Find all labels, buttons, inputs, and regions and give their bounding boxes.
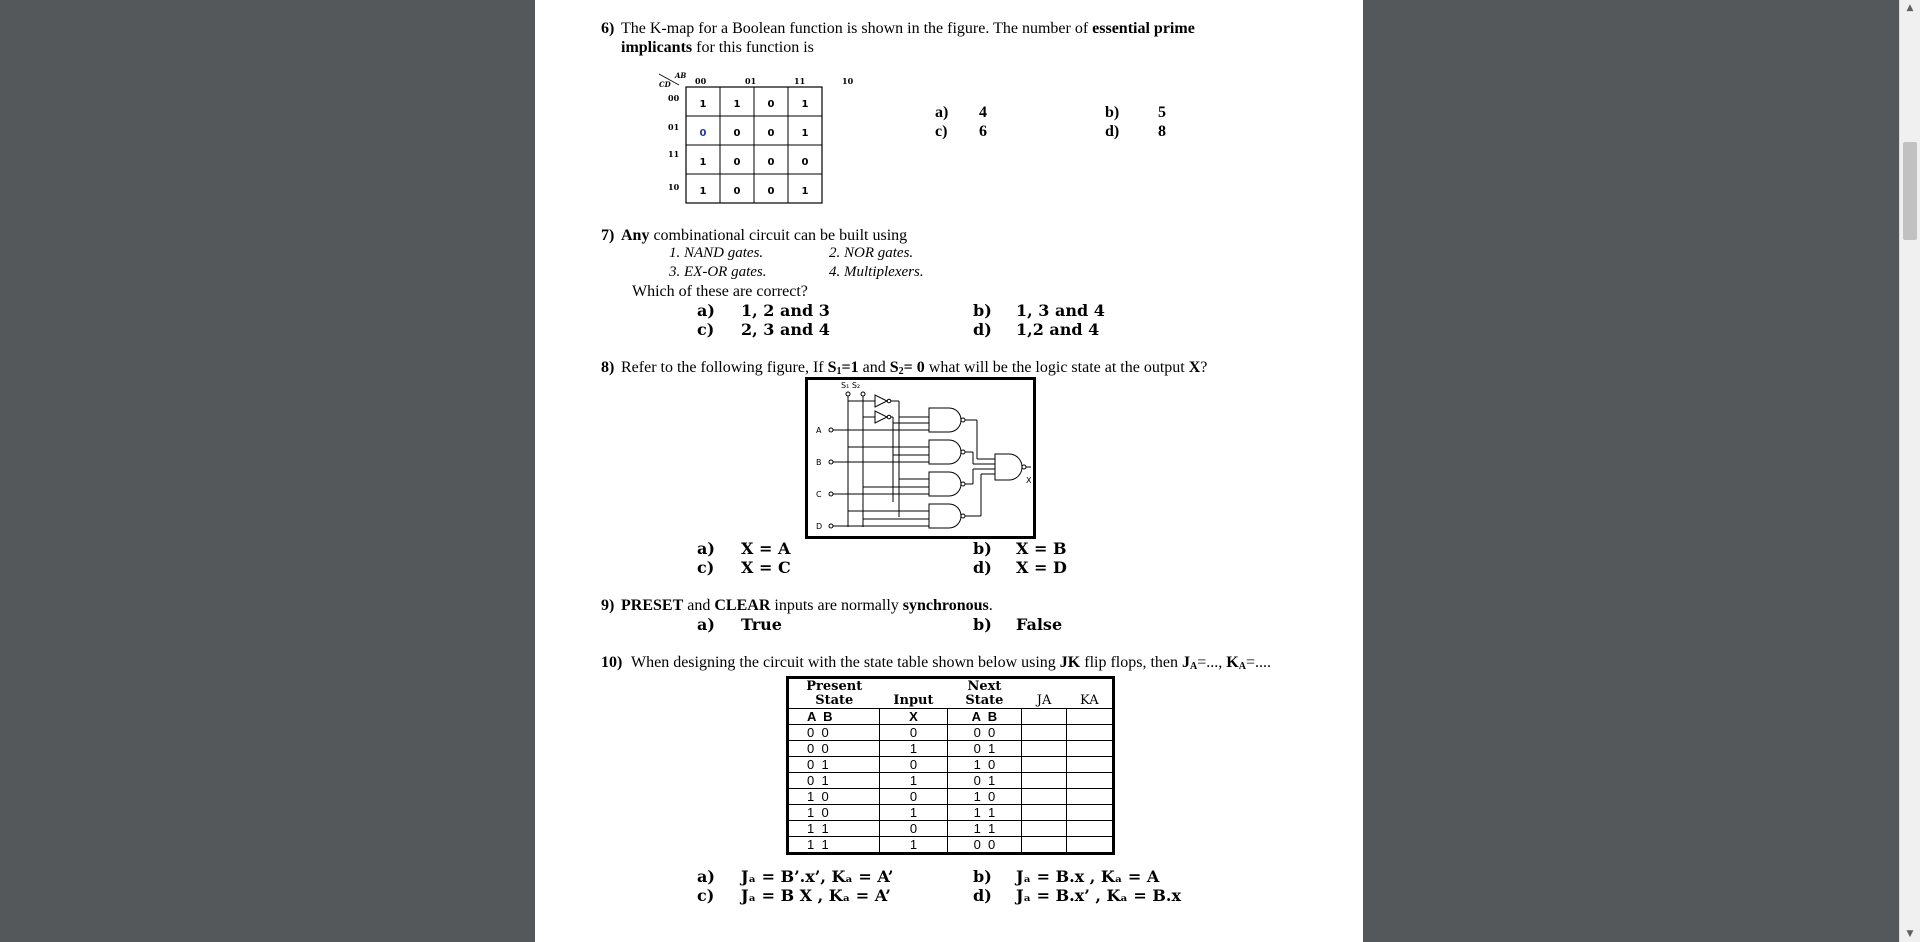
table-row [788,837,1114,854]
kmap-row-header: 01 [668,122,680,132]
option-value: X = B [1016,539,1067,558]
option-value: X = D [1016,558,1067,577]
subscript: A [1190,661,1198,672]
emphasis-text: JK [1059,654,1081,671]
option-value: 4 [979,104,987,121]
kmap-row-header: 10 [668,182,680,192]
table-cell: 0 [880,821,948,837]
table-cell [1067,725,1114,741]
option-letter: a) [697,301,715,320]
option-letter: c) [697,886,715,905]
kmap-cell: 1 [699,157,707,168]
table-subheader: X [880,709,948,725]
option-value: True [741,615,782,634]
kmap-cd-label: CD [659,80,671,89]
emphasis-text: S [827,359,837,376]
emphasis-text: X [1188,359,1201,376]
question-text: ? [1200,359,1208,376]
option-value: Jₐ = B’.x’, Kₐ = A’ [741,867,894,886]
question-text: When designing the circuit with the state table shown below using [631,654,1060,671]
option-value: X = C [741,558,791,577]
table-row [788,725,1114,741]
table-cell [1021,709,1066,725]
table-cell: 1 0 [947,789,1021,805]
option-value: False [1016,615,1063,634]
option-letter: a) [697,867,715,886]
kmap-ab-label: AB [675,71,687,80]
option-letter: d) [973,320,992,339]
table-cell: 0 [880,789,948,805]
table-cell: 1 0 [788,789,880,805]
option-letter: b) [973,301,992,320]
question-text: combinational circuit can be built using [649,227,908,244]
table-cell [1067,773,1114,789]
option-letter: b) [973,867,992,886]
kmap-cell: 1 [699,186,707,197]
kmap-col-header: 00 [695,76,707,86]
table-cell: 0 [880,725,948,741]
emphasis-text: synchronous [902,597,989,614]
table-cell: 1 1 [947,821,1021,837]
question-text: . [988,597,993,614]
question-number: 6) [601,20,615,37]
table-subheader: A B [947,709,1021,725]
option-value: 8 [1158,123,1166,140]
option-value: 1,2 and 4 [1016,320,1100,339]
option-letter: b) [1105,104,1120,121]
question-number: 8) [601,359,615,376]
option-letter: b) [973,615,992,634]
kmap-cell: 0 [767,99,775,110]
table-cell: 1 0 [788,805,880,821]
table-cell [1021,773,1066,789]
subscript: A [1238,661,1246,672]
kmap-col-header: 11 [794,76,806,86]
table-cell [1021,725,1066,741]
table-header: Input [893,693,934,708]
table-cell: 0 0 [947,837,1021,854]
table-header: State [965,693,1004,708]
option-value: X = A [741,539,791,558]
option-value: Jₐ = B.x’ , Kₐ = B.x [1016,886,1182,905]
circuit-input-label: C [816,490,822,499]
table-cell [1021,741,1066,757]
question-text: what will be the logic state at the output [924,359,1189,376]
table-row [788,821,1114,837]
table-cell: 1 1 [788,821,880,837]
kmap-col-header: 01 [745,76,757,86]
table-cell: 1 [880,805,948,821]
question-text: Which of these are correct? [632,283,808,300]
option-letter: d) [973,558,992,577]
option-letter: c) [697,320,715,339]
option-value: 5 [1158,104,1166,121]
list-item: 1. NAND gates. [669,245,764,261]
circuit-input-label: A [816,426,822,435]
subscript: 2 [898,366,904,377]
list-item: 3. EX-OR gates. [669,264,767,280]
kmap-row-header: 00 [668,93,680,103]
kmap-cell: 0 [733,157,741,168]
table-row [788,757,1114,773]
question-text: Refer to the following figure, If [621,359,828,376]
table-cell [1021,757,1066,773]
option-letter: b) [973,539,992,558]
circuit-input-label: D [816,522,823,531]
table-cell [1021,821,1066,837]
emphasis-text: CLEAR [714,597,771,614]
emphasis-text: S [889,359,899,376]
option-value: 1, 2 and 3 [741,301,830,320]
question-number: 10) [601,654,623,671]
emphasis-text: PRESET [621,597,684,614]
table-cell: 0 0 [788,741,880,757]
kmap-cell: 1 [801,128,809,139]
table-header: Next [967,679,1002,694]
emphasis-text: Any [621,227,650,244]
question-text: =..., [1197,654,1227,671]
table-cell [1067,757,1114,773]
kmap-cell: 0 [699,128,707,139]
emphasis-text: J [1182,654,1191,671]
question-text: for this function is [692,39,814,56]
kmap-cell: 0 [767,157,775,168]
question-text: and [683,597,715,614]
table-cell: 1 0 [947,757,1021,773]
option-letter: c) [697,558,715,577]
kmap-grid [685,86,825,208]
kmap-col-header: 10 [842,76,854,86]
option-value: 6 [979,123,987,140]
subscript: 1 [836,366,842,377]
emphasis-text: essential prime [1092,20,1195,37]
table-cell: 0 [880,757,948,773]
table-cell: 1 1 [788,837,880,854]
table-row [788,741,1114,757]
table-cell [1067,821,1114,837]
table-header: KA [1080,693,1099,708]
table-cell: 0 1 [947,773,1021,789]
circuit-input-label: B [816,458,822,467]
kmap-cell: 1 [801,186,809,197]
vertical-scrollbar[interactable] [1899,0,1920,942]
table-cell [1021,805,1066,821]
table-row [788,773,1114,789]
scroll-thumb[interactable] [1903,142,1917,240]
emphasis-text: K [1226,654,1239,671]
table-header: Present [806,679,863,694]
kmap-cell: 1 [733,99,741,110]
kmap-row-header: 11 [668,149,680,159]
kmap-cell: 0 [767,186,775,197]
table-cell [1021,837,1066,854]
table-row [788,805,1114,821]
table-cell [1067,805,1114,821]
table-row [788,789,1114,805]
question-text: flip flops, then [1080,654,1183,671]
option-letter: c) [935,123,948,140]
table-cell [1067,789,1114,805]
kmap-cell: 0 [733,128,741,139]
document-page [535,0,1363,942]
table-cell: 0 0 [788,725,880,741]
kmap-cell: 1 [801,99,809,110]
question-number: 7) [601,227,615,244]
option-value: Jₐ = B X , Kₐ = A’ [741,886,891,905]
logic-circuit-figure [805,377,1037,541]
table-header: JA [1036,693,1052,708]
table-cell: 1 1 [947,805,1021,821]
state-table [786,676,1115,855]
table-cell [1067,709,1114,725]
scroll-down-icon[interactable]: ▼ [1906,929,1914,939]
question-number: 9) [601,597,615,614]
option-value: Jₐ = B.x , Kₐ = A [1016,867,1160,886]
scroll-up-icon[interactable]: ▲ [1906,3,1914,13]
kmap-cell: 1 [699,99,707,110]
circuit-select-labels: S₁ S₂ [841,381,861,390]
table-cell [1067,741,1114,757]
kmap-cell: 0 [733,186,741,197]
table-cell: 1 [880,837,948,854]
option-letter: a) [697,539,715,558]
table-cell: 1 [880,773,948,789]
option-letter: a) [935,104,949,121]
kmap-cell: 0 [801,157,809,168]
list-item: 2. NOR gates. [829,245,914,261]
emphasis-text: =1 [841,359,859,376]
table-cell: 0 1 [947,741,1021,757]
option-value: 2, 3 and 4 [741,320,830,339]
emphasis-text: implicants [621,39,693,56]
question-text: =.... [1245,654,1271,671]
option-letter: d) [1105,123,1120,140]
option-value: 1, 3 and 4 [1016,301,1105,320]
table-header: State [815,693,854,708]
option-letter: a) [697,615,715,634]
emphasis-text: = 0 [903,359,925,376]
table-subheader: A B [788,709,880,725]
list-item: 4. Multiplexers. [829,264,924,280]
table-cell: 0 1 [788,757,880,773]
table-cell [1021,789,1066,805]
table-cell: 0 0 [947,725,1021,741]
kmap-cell: 0 [767,128,775,139]
table-cell: 1 [880,741,948,757]
question-text: inputs are normally [770,597,903,614]
table-cell [1067,837,1114,854]
option-letter: d) [973,886,992,905]
table-cell: 0 1 [788,773,880,789]
question-text: and [858,359,890,376]
question-text: The K-map for a Boolean function is shown in the figure. The number of [621,20,1093,37]
circuit-output-label: X [1026,476,1032,485]
